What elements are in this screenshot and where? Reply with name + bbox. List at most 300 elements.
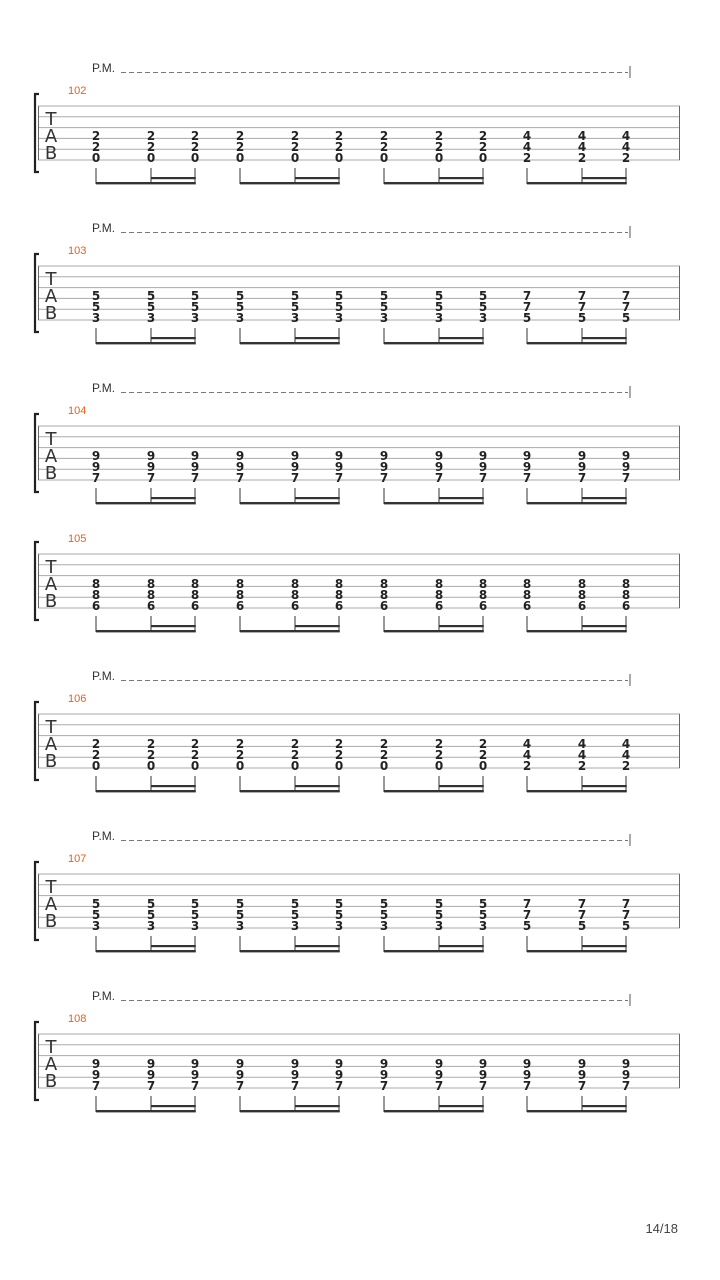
fret-number: 2	[478, 748, 488, 762]
fret-number: 9	[577, 449, 587, 463]
tab-clef-letter: B	[44, 591, 58, 612]
fret-number: 2	[434, 737, 444, 751]
fret-number: 9	[146, 449, 156, 463]
fret-number: 9	[379, 1057, 389, 1071]
measure-number: 107	[68, 853, 87, 865]
fret-number: 5	[91, 908, 101, 922]
beam-primary	[240, 342, 340, 344]
fret-number: 8	[190, 588, 200, 602]
fret-number: 3	[379, 311, 389, 325]
fret-number: 9	[577, 1068, 587, 1082]
fret-number: 0	[379, 759, 389, 773]
fret-number: 9	[577, 460, 587, 474]
fret-number: 9	[91, 1057, 101, 1071]
fret-number: 2	[434, 140, 444, 154]
beam-secondary	[582, 625, 627, 627]
fret-number: 4	[522, 737, 532, 751]
fret-number: 0	[478, 151, 488, 165]
fret-number: 9	[91, 460, 101, 474]
fret-number: 2	[334, 129, 344, 143]
fret-number: 9	[334, 1068, 344, 1082]
tab-clef-letter: A	[44, 1054, 58, 1075]
fret-number: 9	[235, 1057, 245, 1071]
beam-primary	[240, 1110, 340, 1112]
tab-clef-letter: A	[44, 126, 58, 147]
beam-secondary	[295, 785, 340, 787]
measure-number: 108	[68, 1013, 87, 1025]
fret-number: 5	[235, 289, 245, 303]
fret-number: 7	[621, 289, 631, 303]
fret-number: 5	[379, 300, 389, 314]
fret-number: 4	[621, 140, 631, 154]
fret-number: 9	[621, 1068, 631, 1082]
beam-secondary	[151, 337, 196, 339]
fret-number: 3	[235, 311, 245, 325]
tab-clef-letter: A	[44, 734, 58, 755]
fret-number: 6	[235, 599, 245, 613]
beam-primary	[527, 630, 627, 632]
fret-number: 5	[91, 289, 101, 303]
fret-number: 9	[91, 1068, 101, 1082]
fret-number: 9	[478, 1057, 488, 1071]
beam-primary	[96, 630, 196, 632]
beam-primary	[527, 1110, 627, 1112]
fret-number: 8	[621, 577, 631, 591]
fret-number: 9	[379, 1068, 389, 1082]
fret-number: 9	[334, 449, 344, 463]
tab-clef-letter: T	[45, 557, 57, 578]
fret-number: 8	[290, 588, 300, 602]
beam-primary	[96, 790, 196, 792]
beam-secondary	[151, 1105, 196, 1107]
tab-clef-letter: T	[45, 717, 57, 738]
beam-secondary	[295, 945, 340, 947]
fret-number: 9	[334, 460, 344, 474]
fret-number: 5	[334, 289, 344, 303]
fret-number: 0	[379, 151, 389, 165]
fret-number: 9	[621, 449, 631, 463]
beam-secondary	[151, 945, 196, 947]
fret-number: 9	[434, 1057, 444, 1071]
beam-primary	[527, 342, 627, 344]
fret-number: 2	[146, 140, 156, 154]
tab-clef-letter: T	[45, 429, 57, 450]
beam-primary	[240, 502, 340, 504]
tab-clef-letter: B	[44, 143, 58, 164]
fret-number: 2	[334, 748, 344, 762]
fret-number: 7	[577, 908, 587, 922]
fret-number: 5	[334, 897, 344, 911]
fret-number: 4	[621, 737, 631, 751]
measure-number: 105	[68, 533, 87, 545]
tab-clef-letter: A	[44, 446, 58, 467]
beam-primary	[384, 342, 484, 344]
fret-number: 9	[522, 1057, 532, 1071]
beam-primary	[384, 630, 484, 632]
fret-number: 0	[434, 759, 444, 773]
fret-number: 6	[478, 599, 488, 613]
fret-number: 0	[190, 759, 200, 773]
tab-clef-letter: T	[45, 877, 57, 898]
beam-primary	[384, 502, 484, 504]
fret-number: 9	[522, 1068, 532, 1082]
fret-number: 5	[235, 908, 245, 922]
fret-number: 9	[146, 460, 156, 474]
beam-secondary	[582, 337, 627, 339]
fret-number: 3	[190, 919, 200, 933]
fret-number: 8	[434, 588, 444, 602]
fret-number: 2	[478, 737, 488, 751]
tab-clef-letter: B	[44, 463, 58, 484]
fret-number: 2	[478, 129, 488, 143]
fret-number: 7	[621, 1079, 631, 1093]
fret-number: 7	[577, 1079, 587, 1093]
fret-number: 2	[146, 748, 156, 762]
fret-number: 4	[577, 140, 587, 154]
fret-number: 3	[434, 311, 444, 325]
fret-number: 5	[434, 289, 444, 303]
fret-number: 2	[190, 737, 200, 751]
fret-number: 8	[235, 577, 245, 591]
fret-number: 7	[235, 471, 245, 485]
fret-number: 5	[334, 300, 344, 314]
fret-number: 7	[522, 471, 532, 485]
fret-number: 5	[577, 919, 587, 933]
fret-number: 3	[146, 311, 156, 325]
tab-system	[35, 669, 680, 792]
fret-number: 5	[146, 300, 156, 314]
fret-number: 3	[235, 919, 245, 933]
beam-secondary	[151, 785, 196, 787]
palm-mute-label: P.M.	[92, 61, 116, 75]
beam-secondary	[295, 497, 340, 499]
fret-number: 2	[235, 140, 245, 154]
fret-number: 8	[91, 588, 101, 602]
beam-secondary	[439, 785, 484, 787]
fret-number: 0	[190, 151, 200, 165]
beam-secondary	[151, 177, 196, 179]
fret-number: 7	[91, 471, 101, 485]
palm-mute-label: P.M.	[92, 829, 116, 843]
fret-number: 9	[379, 449, 389, 463]
fret-number: 9	[379, 460, 389, 474]
fret-number: 5	[190, 908, 200, 922]
beam-primary	[527, 950, 627, 952]
beam-primary	[527, 790, 627, 792]
fret-number: 3	[379, 919, 389, 933]
fret-number: 2	[190, 748, 200, 762]
fret-number: 9	[334, 1057, 344, 1071]
fret-number: 9	[190, 1068, 200, 1082]
fret-number: 9	[290, 1068, 300, 1082]
measure-number: 103	[68, 245, 87, 257]
fret-number: 8	[190, 577, 200, 591]
fret-number: 5	[290, 300, 300, 314]
fret-number: 0	[91, 151, 101, 165]
beam-secondary	[295, 625, 340, 627]
tab-clef-letter: B	[44, 911, 58, 932]
fret-number: 5	[379, 897, 389, 911]
fret-number: 6	[379, 599, 389, 613]
fret-number: 7	[522, 1079, 532, 1093]
beam-secondary	[582, 497, 627, 499]
fret-number: 5	[190, 897, 200, 911]
fret-number: 5	[379, 908, 389, 922]
tab-system	[35, 829, 680, 952]
beam-secondary	[295, 337, 340, 339]
fret-number: 9	[434, 449, 444, 463]
fret-number: 9	[478, 449, 488, 463]
fret-number: 7	[379, 1079, 389, 1093]
fret-number: 7	[434, 1079, 444, 1093]
fret-number: 4	[522, 748, 532, 762]
beam-primary	[96, 1110, 196, 1112]
fret-number: 9	[146, 1057, 156, 1071]
fret-number: 7	[621, 471, 631, 485]
tab-system	[35, 533, 680, 632]
fret-number: 6	[334, 599, 344, 613]
fret-number: 6	[146, 599, 156, 613]
fret-number: 8	[379, 588, 389, 602]
beam-primary	[527, 182, 627, 184]
fret-number: 5	[290, 897, 300, 911]
fret-number: 9	[478, 460, 488, 474]
fret-number: 9	[290, 449, 300, 463]
fret-number: 7	[334, 471, 344, 485]
fret-number: 4	[577, 737, 587, 751]
fret-number: 5	[190, 289, 200, 303]
fret-number: 5	[478, 289, 488, 303]
fret-number: 7	[478, 1079, 488, 1093]
beam-secondary	[582, 945, 627, 947]
fret-number: 3	[146, 919, 156, 933]
fret-number: 8	[146, 577, 156, 591]
fret-number: 2	[91, 129, 101, 143]
fret-number: 0	[146, 759, 156, 773]
tab-system	[35, 221, 680, 344]
fret-number: 2	[621, 759, 631, 773]
fret-number: 7	[146, 471, 156, 485]
beam-primary	[384, 950, 484, 952]
fret-number: 0	[334, 151, 344, 165]
fret-number: 9	[190, 1057, 200, 1071]
fret-number: 7	[146, 1079, 156, 1093]
beam-primary	[384, 182, 484, 184]
fret-number: 2	[334, 737, 344, 751]
fret-number: 2	[379, 140, 389, 154]
fret-number: 9	[478, 1068, 488, 1082]
fret-number: 2	[379, 737, 389, 751]
fret-number: 8	[522, 577, 532, 591]
fret-number: 0	[434, 151, 444, 165]
fret-number: 5	[334, 908, 344, 922]
fret-number: 5	[146, 289, 156, 303]
fret-number: 2	[190, 140, 200, 154]
fret-number: 2	[290, 748, 300, 762]
beam-secondary	[439, 1105, 484, 1107]
fret-number: 2	[522, 759, 532, 773]
fret-number: 7	[334, 1079, 344, 1093]
tab-clef-letter: A	[44, 894, 58, 915]
fret-number: 7	[621, 908, 631, 922]
fret-number: 3	[334, 919, 344, 933]
beam-primary	[96, 182, 196, 184]
fret-number: 7	[621, 300, 631, 314]
fret-number: 2	[577, 151, 587, 165]
fret-number: 9	[522, 460, 532, 474]
fret-number: 0	[235, 759, 245, 773]
fret-number: 3	[434, 919, 444, 933]
fret-number: 0	[91, 759, 101, 773]
fret-number: 0	[290, 151, 300, 165]
fret-number: 7	[190, 471, 200, 485]
fret-number: 5	[522, 311, 532, 325]
tab-clef-letter: A	[44, 574, 58, 595]
fret-number: 2	[334, 140, 344, 154]
fret-number: 8	[434, 577, 444, 591]
fret-number: 9	[621, 1057, 631, 1071]
beam-secondary	[151, 625, 196, 627]
fret-number: 8	[522, 588, 532, 602]
fret-number: 4	[621, 129, 631, 143]
fret-number: 7	[577, 897, 587, 911]
tab-clef-letter: A	[44, 286, 58, 307]
beam-secondary	[439, 177, 484, 179]
fret-number: 5	[146, 897, 156, 911]
fret-number: 8	[91, 577, 101, 591]
beam-secondary	[295, 177, 340, 179]
tab-system	[35, 61, 680, 184]
beam-primary	[96, 950, 196, 952]
fret-number: 6	[190, 599, 200, 613]
fret-number: 7	[290, 471, 300, 485]
fret-number: 5	[91, 300, 101, 314]
beam-primary	[527, 502, 627, 504]
fret-number: 9	[434, 1068, 444, 1082]
fret-number: 5	[478, 300, 488, 314]
fret-number: 9	[146, 1068, 156, 1082]
fret-number: 9	[91, 449, 101, 463]
fret-number: 6	[522, 599, 532, 613]
fret-number: 9	[577, 1057, 587, 1071]
palm-mute-label: P.M.	[92, 221, 116, 235]
palm-mute-label: P.M.	[92, 989, 116, 1003]
fret-number: 0	[146, 151, 156, 165]
measure-number: 102	[68, 85, 87, 97]
fret-number: 9	[522, 449, 532, 463]
beam-primary	[240, 950, 340, 952]
tab-system	[35, 989, 680, 1112]
beam-secondary	[295, 1105, 340, 1107]
fret-number: 2	[478, 140, 488, 154]
fret-number: 2	[146, 129, 156, 143]
fret-number: 5	[290, 908, 300, 922]
fret-number: 3	[190, 311, 200, 325]
fret-number: 4	[522, 140, 532, 154]
fret-number: 0	[290, 759, 300, 773]
fret-number: 2	[379, 129, 389, 143]
fret-number: 3	[290, 311, 300, 325]
beam-secondary	[582, 785, 627, 787]
fret-number: 5	[621, 311, 631, 325]
fret-number: 8	[478, 588, 488, 602]
fret-number: 5	[522, 919, 532, 933]
beam-primary	[240, 630, 340, 632]
fret-number: 3	[478, 919, 488, 933]
palm-mute-label: P.M.	[92, 381, 116, 395]
fret-number: 5	[290, 289, 300, 303]
fret-number: 3	[334, 311, 344, 325]
fret-number: 2	[91, 140, 101, 154]
fret-number: 8	[334, 588, 344, 602]
fret-number: 9	[235, 460, 245, 474]
fret-number: 5	[146, 908, 156, 922]
fret-number: 2	[577, 759, 587, 773]
fret-number: 7	[577, 300, 587, 314]
fret-number: 5	[478, 897, 488, 911]
fret-number: 7	[522, 289, 532, 303]
fret-number: 2	[290, 737, 300, 751]
fret-number: 6	[434, 599, 444, 613]
fret-number: 7	[522, 897, 532, 911]
fret-number: 7	[522, 908, 532, 922]
fret-number: 5	[235, 300, 245, 314]
fret-number: 7	[190, 1079, 200, 1093]
fret-number: 8	[478, 577, 488, 591]
palm-mute-label: P.M.	[92, 669, 116, 683]
fret-number: 8	[621, 588, 631, 602]
beam-secondary	[582, 177, 627, 179]
fret-number: 0	[478, 759, 488, 773]
beam-primary	[96, 502, 196, 504]
fret-number: 2	[190, 129, 200, 143]
fret-number: 8	[379, 577, 389, 591]
measure-number: 104	[68, 405, 87, 417]
fret-number: 2	[621, 151, 631, 165]
fret-number: 4	[577, 129, 587, 143]
beam-primary	[240, 790, 340, 792]
fret-number: 2	[290, 129, 300, 143]
beam-secondary	[439, 625, 484, 627]
fret-number: 5	[434, 300, 444, 314]
fret-number: 2	[91, 748, 101, 762]
fret-number: 8	[290, 577, 300, 591]
fret-number: 9	[235, 449, 245, 463]
fret-number: 5	[379, 289, 389, 303]
fret-number: 2	[434, 129, 444, 143]
fret-number: 0	[235, 151, 245, 165]
fret-number: 2	[379, 748, 389, 762]
fret-number: 8	[334, 577, 344, 591]
fret-number: 2	[434, 748, 444, 762]
beam-secondary	[439, 497, 484, 499]
fret-number: 9	[235, 1068, 245, 1082]
tab-clef-letter: T	[45, 269, 57, 290]
fret-number: 3	[290, 919, 300, 933]
fret-number: 5	[478, 908, 488, 922]
page-number: 14/18	[645, 1221, 678, 1236]
fret-number: 5	[434, 908, 444, 922]
fret-number: 2	[290, 140, 300, 154]
fret-number: 2	[235, 748, 245, 762]
fret-number: 7	[522, 300, 532, 314]
tab-clef-letter: T	[45, 1037, 57, 1058]
fret-number: 6	[290, 599, 300, 613]
fret-number: 5	[190, 300, 200, 314]
fret-number: 6	[577, 599, 587, 613]
fret-number: 7	[577, 471, 587, 485]
fret-number: 3	[478, 311, 488, 325]
